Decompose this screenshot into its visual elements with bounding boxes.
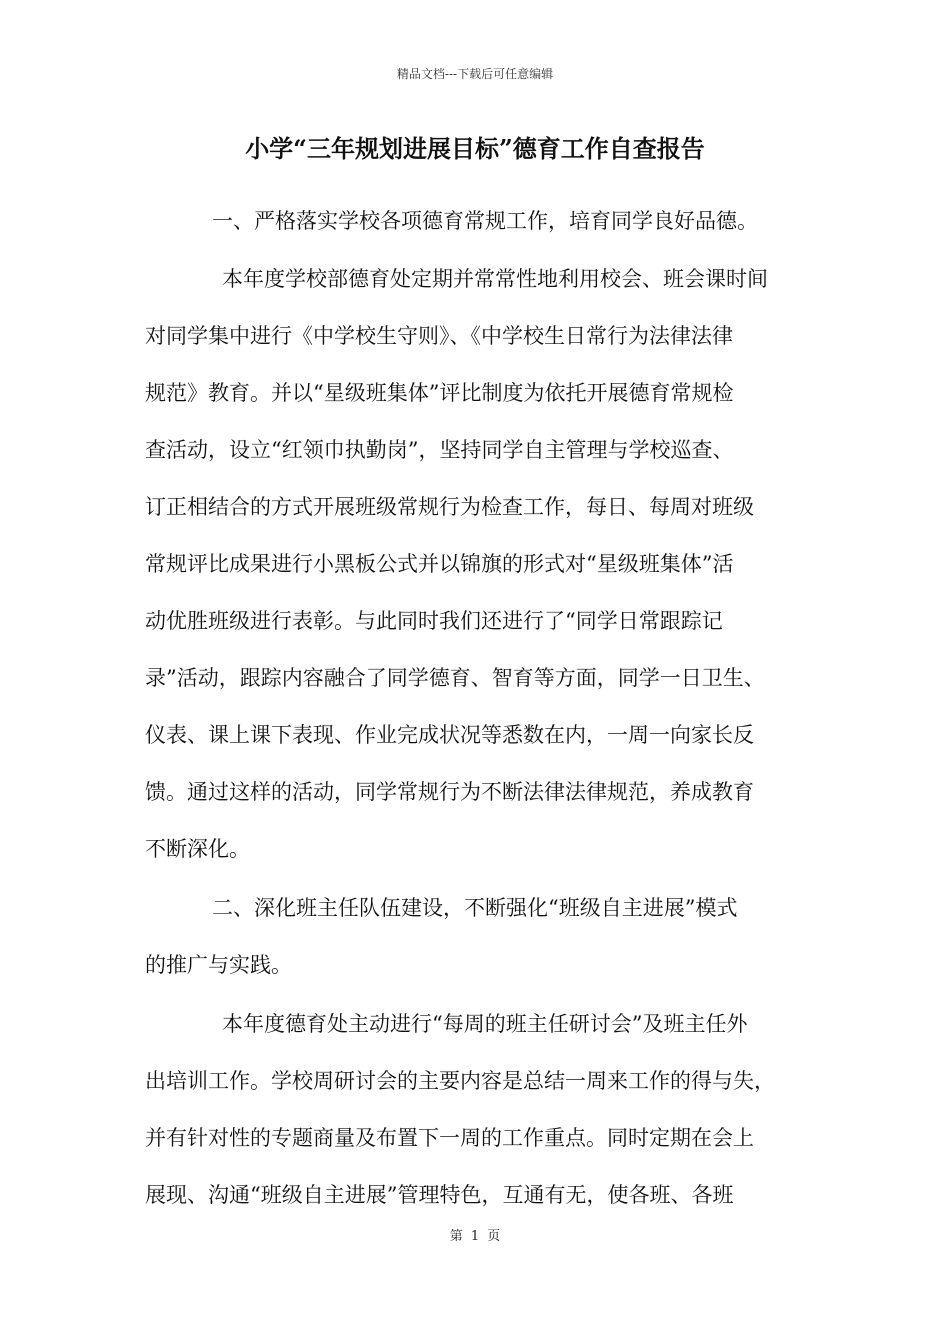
paragraph-line: 对同学集中进行《中学校生守则》、《中学校生日常行为法律法律 [145,324,733,348]
paragraph-line: 动优胜班级进行表彰。与此同时我们还进行了“同学日常跟踪记 [145,609,723,633]
document-title: 小学“三年规划进展目标”德育工作自查报告 [245,134,705,163]
paragraph-line: 录”活动，跟踪内容融合了同学德育、智育等方面，同学一日卫生、 [145,666,765,690]
paragraph-line: 规范》教育。并以“星级班集体”评比制度为依托开展德育常规检 [145,381,734,405]
paragraph-line: 馈。通过这样的活动，同学常规行为不断法律法律规范，养成教育 [145,780,754,804]
paragraph-line: 订正相结合的方式开展班级常规行为检查工作，每日、每周对班级 [145,495,754,519]
header-note: 精品文档---下载后可任意编辑 [396,67,554,81]
paragraph-line: 展现、沟通“班级自主进展”管理特色，互通有无，使各班、各班 [145,1183,734,1207]
paragraph-line: 仪表、课上课下表现、作业完成状况等悉数在内，一周一向家长反 [145,723,754,747]
paragraph-line: 本年度学校部德育处定期并常常性地利用校会、班会课时间 [222,267,768,291]
paragraph-line: 并有针对性的专题商量及布置下一周的工作重点。同时定期在会上 [145,1126,754,1150]
paragraph-line: 查活动，设立“红领巾执勤岗”，坚持同学自主管理与学校巡查、 [145,438,734,462]
page-number: 第 1 页 [449,1229,501,1244]
paragraph-line: 本年度德育处主动进行“每周的班主任研讨会”及班主任外 [222,1012,748,1036]
paragraph-line: 不断深化。 [145,837,250,861]
section2-heading: 的推广与实践。 [145,953,292,977]
section2-heading: 二、深化班主任队伍建设，不断强化“班级自主进展”模式 [212,896,738,920]
paragraph-line: 常规评比成果进行小黑板公式并以锦旗的形式对“星级班集体”活 [145,552,734,576]
paragraph-line: 出培训工作。学校周研讨会的主要内容是总结一周来工作的得与失， [145,1069,775,1093]
section1-heading: 一、严格落实学校各项德育常规工作，培育同学良好品德。 [212,209,758,233]
